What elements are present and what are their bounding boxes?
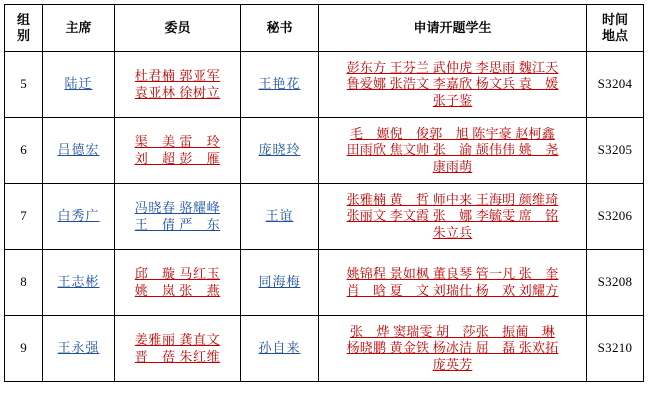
- cell-group: 9: [5, 316, 43, 382]
- table-row: [5, 52, 644, 118]
- table-row: [5, 250, 644, 316]
- cell-chair: 王志彬: [43, 250, 115, 316]
- column-header-group: 组 别: [5, 5, 43, 52]
- table-row: [5, 184, 644, 250]
- column-header-students: 申请开题学生: [319, 5, 587, 52]
- column-header-chair: 主席: [43, 5, 115, 52]
- cell-place: S3206: [587, 184, 644, 250]
- cell-secretary: 王谊: [241, 184, 319, 250]
- cell-secretary: 王艳花: [241, 52, 319, 118]
- cell-group: 7: [5, 184, 43, 250]
- cell-place: S3205: [587, 118, 644, 184]
- cell-place: S3204: [587, 52, 644, 118]
- header-row: [5, 5, 644, 52]
- cell-group: 6: [5, 118, 43, 184]
- cell-secretary: 庞晓玲: [241, 118, 319, 184]
- column-header-member: 委员: [115, 5, 241, 52]
- cell-member: 渠 美 雷 玲 刘 超 彭 雁: [115, 118, 241, 184]
- cell-secretary: 孙自来: [241, 316, 319, 382]
- cell-place: S3208: [587, 250, 644, 316]
- cell-students: 姚锦程 景如枫 董良琴 管一凡 张 奎 肖 晗 夏 文 刘瑞仕 杨 欢 刘耀方: [319, 250, 587, 316]
- assignment-table: [4, 4, 644, 382]
- cell-students: 毛 嫄倪 俊郭 旭 陈宇豪 赵柯鑫 田雨欣 焦文帅 张 渝 颉伟伟 姚 尧 康雨萌: [319, 118, 587, 184]
- cell-place: S3210: [587, 316, 644, 382]
- cell-students: 张 烨 窦瑞雯 胡 莎张 振蔺 琳 杨晓鹏 黄金铁 杨冰洁 屈 磊 张欢拓 庞英芳: [319, 316, 587, 382]
- cell-chair: 白秀广: [43, 184, 115, 250]
- cell-member: 冯晓春 骆耀峰 王 倩 严 东: [115, 184, 241, 250]
- column-header-secretary: 秘书: [241, 5, 319, 52]
- cell-member: 姜雅丽 龚直文 晋 蓓 朱红维: [115, 316, 241, 382]
- cell-group: 5: [5, 52, 43, 118]
- table-row: [5, 316, 644, 382]
- cell-member: 邱 璇 马红玉 姚 岚 张 燕: [115, 250, 241, 316]
- cell-group: 8: [5, 250, 43, 316]
- cell-students: 张雅楠 黄 哲 师中来 王海明 颜维琦 张丽文 李文霞 张 娜 李毓雯 席 铭 朱立兵: [319, 184, 587, 250]
- cell-students: 彭东方 王芬兰 武仲虎 李思雨 魏江天 鲁爱娜 张浩文 李嘉欣 杨文兵 袁 媛 张子鉴: [319, 52, 587, 118]
- cell-chair: 王永强: [43, 316, 115, 382]
- table-body: [5, 52, 644, 382]
- cell-secretary: 同海梅: [241, 250, 319, 316]
- cell-member: 杜君楠 郭亚军 袁亚林 徐树立: [115, 52, 241, 118]
- table-header: [5, 5, 644, 52]
- cell-chair: 陆迁: [43, 52, 115, 118]
- cell-chair: 吕德宏: [43, 118, 115, 184]
- table-row: [5, 118, 644, 184]
- column-header-place: 时间 地点: [587, 5, 644, 52]
